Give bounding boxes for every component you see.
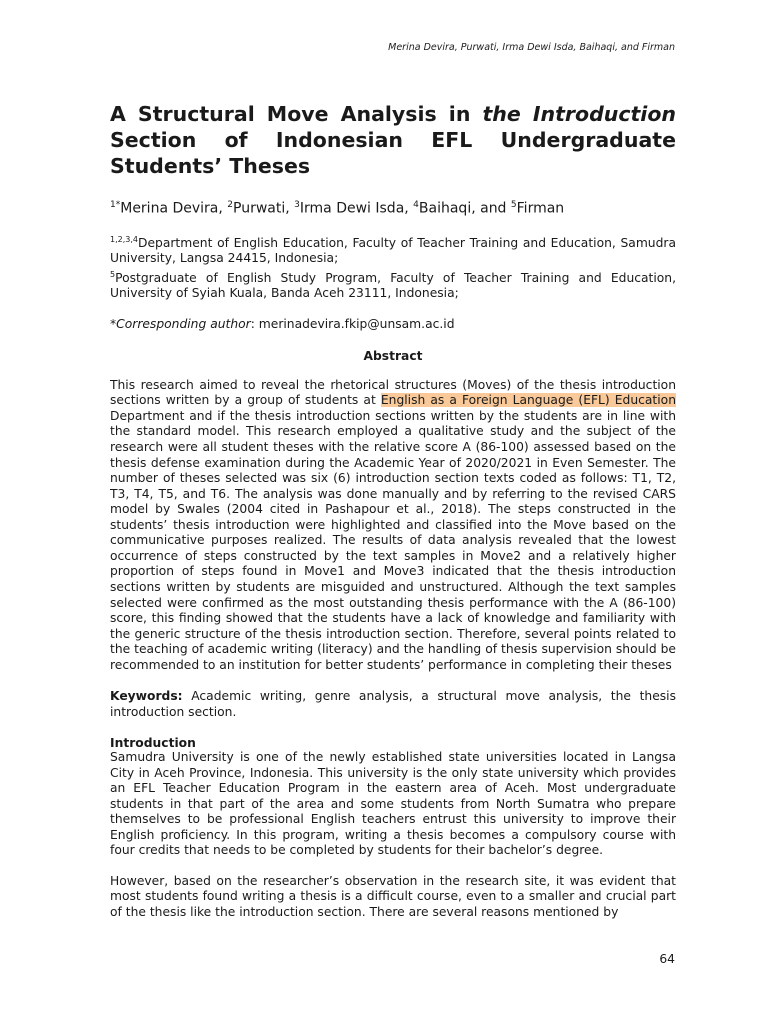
title-part-1: A Structural Move Analysis in: [110, 102, 483, 126]
title-italic: the Introduction: [482, 102, 676, 126]
title-part-2: Section of Indonesian EFL Undergraduate Students’ Theses: [110, 128, 676, 178]
introduction-heading: Introduction: [110, 736, 196, 751]
main-content: [110, 101, 676, 920]
affiliation-item: [110, 232, 676, 267]
affiliation-text: Postgraduate of English Study Program, Faculty of Teacher Training and Education, University of Syiah Kuala, Banda Aceh 23111, Indonesia;: [110, 270, 676, 301]
abstract-text-before: This research aimed to reveal the rhetorical structures (Moves) of the thesis introduction sections written by a group of students at: [110, 377, 676, 408]
keywords-text: Academic writing, genre analysis, a structural move analysis, the thesis introduction section.: [110, 689, 676, 720]
abstract-body: [110, 378, 676, 673]
author-sup: 2: [227, 200, 234, 210]
abstract-heading: Abstract: [363, 348, 423, 363]
keywords-label: Keywords:: [110, 689, 183, 704]
author-name: Merina Devira,: [120, 200, 228, 217]
running-head: Merina Devira, Purwati, Irma Dewi Isda, Baihaqi, and Firman: [388, 42, 675, 53]
affiliations: [110, 232, 676, 302]
paper-title: [110, 101, 676, 179]
author-sup: 5: [510, 200, 517, 210]
author-sup: 3: [294, 200, 300, 210]
introduction-paragraph: Samudra University is one of the newly established state universities located in Langsa City in Aceh Province, Indonesia. This university is the only state university which provides an EFL Teacher Education Program in the eastern area of Aceh. Most undergraduate students in that part of the area and some students from North Sumatra who prepare themselves to be professional English teachers entrust this university to improve their English proficiency. In this program, writing a thesis becomes a compulsory course with four credits that needs to be completed by students for their bachelor’s degree.: [110, 750, 676, 858]
keywords: [110, 688, 676, 720]
corresponding-label: *Corresponding author: [110, 316, 251, 331]
affiliation-sup: 5: [110, 269, 116, 279]
abstract-text-after: Department and if the thesis introduction sections written by the students are in line with the standard model. This research employed a qualitative study and the subject of the research were all student theses with the relative score A (86-100) assessed based on the thesis defense examination during the Academic Year of 2020/2021 in Even Semester. The number of theses selected was six (6) introduction section texts coded as follows: T1, T2, T3, T4, T5, and T6. The analysis was done manually and by referring to the revised CARS model by Swales (2004 cited in Pashapour et al., 2018). The steps constructed in the students’ thesis introduction were highlighted and classified into the Move based on the communicative purposes realized. The results of data analysis revealed that the lowest occurrence of steps constructed by the text samples in Move2 and a relatively higher proportion of steps found in Move1 and Move3 indicated that the thesis introduction sections written by students are misguided and unstructured. Although the text samples selected were confirmed as the most outstanding thesis performance with the A (86-100) score, this finding showed that the students have a lack of knowledge and familiarity with the generic structure of the thesis introduction section. Therefore, several points related to the teaching of academic writing (literacy) and the handling of thesis supervision should be recommended to an institution for better students’ performance in completing their theses: [110, 408, 676, 672]
author-sup: 4: [413, 200, 419, 210]
author-list: [110, 200, 676, 217]
corresponding-author: [110, 317, 676, 331]
author-name: Irma Dewi Isda,: [299, 200, 414, 217]
corresponding-email: : merinadevira.fkip@unsam.ac.id: [250, 316, 455, 331]
introduction-paragraph: However, based on the researcher’s observation in the research site, it was evident that most students found writing a thesis is a difficult course, even to a smaller and crucial part of the thesis like the introduction section. There are several reasons mentioned by: [110, 873, 676, 919]
author-name: Purwati,: [233, 200, 295, 217]
affiliation-item: [110, 267, 676, 302]
affiliation-sup: 1,2,3,4: [110, 234, 138, 244]
highlighted-text: English as a Foreign Language (EFL) Education: [380, 393, 676, 408]
author-name: Firman: [516, 200, 565, 217]
author-sup: 1*: [110, 200, 121, 210]
affiliation-text: Department of English Education, Faculty of Teacher Training and Education, Samudra University, Langsa 24415, Indonesia;: [110, 235, 676, 266]
author-name: Baihaqi, and: [418, 200, 511, 217]
page-number: 64: [659, 952, 675, 966]
